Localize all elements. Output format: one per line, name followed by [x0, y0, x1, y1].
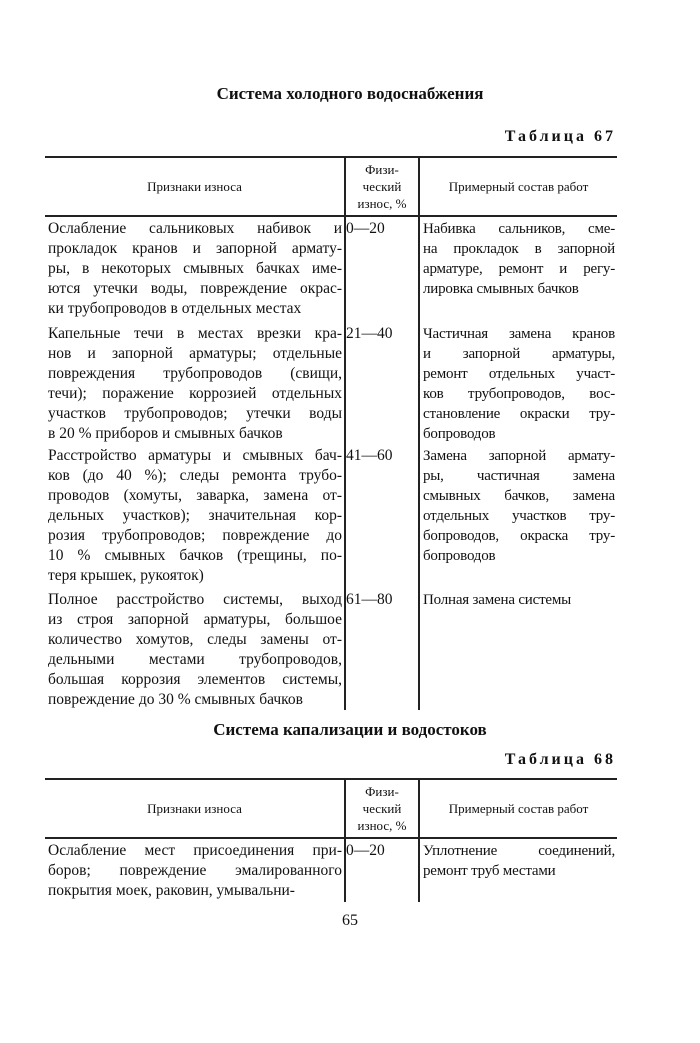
text-line: дельных участков); значительная кор- [48, 507, 342, 524]
text-line: в 20 % приборов и смывных бачков [48, 425, 283, 442]
works-cell [423, 324, 615, 444]
wear-percent-cell [346, 841, 418, 861]
text-line: повреждения трубопроводов (свищи, [48, 365, 342, 382]
text-line: становление окраски тру- [423, 406, 615, 422]
text-line: Ослабление мест присоединения при- [48, 842, 342, 859]
wear-percent-cell [346, 324, 418, 344]
text-line: ков (до 40 %); следы ремонта трубо- [48, 467, 342, 484]
header-signs: Признаки износа [147, 178, 242, 194]
wear-percent-cell [346, 219, 418, 239]
wear-signs-cell [48, 590, 342, 710]
text-line: 0—20 [346, 842, 385, 859]
text-line: 61—80 [346, 591, 393, 608]
text-line: ремонт отдельных участ- [423, 366, 615, 382]
text-line: Расстройство арматуры и смывных бач- [48, 447, 342, 464]
text-line: 41—60 [346, 447, 393, 464]
page-number: 65 [342, 912, 358, 929]
text-line: из строя запорной арматуры, большое [48, 611, 342, 628]
table-label-68: Таблица 68 [504, 751, 616, 768]
text-line: 0—20 [346, 220, 385, 237]
text-line: покрытия моек, раковин, умывальни- [48, 882, 295, 899]
text-line: на прокладок в запорной [423, 241, 615, 257]
wear-signs-cell [48, 324, 342, 444]
works-cell [423, 219, 615, 299]
text-line: Частичная замена кранов [423, 326, 615, 342]
text-line: участков трубопроводов; утечки воды [48, 405, 342, 422]
text-line: бопроводов, окраска тру- [423, 528, 615, 544]
text-line: Набивка сальников, сме- [423, 221, 615, 237]
wear-signs-cell [48, 841, 342, 901]
text-line: 10 % смывных бачков (трещины, по- [48, 547, 342, 564]
text-line: ются утечки воды, повреждение окрас- [48, 280, 342, 297]
works-cell [423, 841, 615, 881]
text-line: лировка смывных бачков [423, 281, 579, 297]
text-line: розия трубопроводов; повреждение до [48, 527, 342, 544]
text-line: ки трубопроводов в отдельных местах [48, 300, 302, 317]
header-bottom-rule [45, 215, 617, 217]
section-title-cold-water: Система холодного водоснабжения [216, 84, 484, 103]
text-line: повреждение до 30 % смывных бачков [48, 691, 303, 708]
text-line: отдельных участков тру- [423, 508, 615, 524]
header-works: Примерный состав работ [448, 178, 589, 194]
header-wear: Физи- ческий износ, % [357, 783, 407, 833]
text-line: Замена запорной армату- [423, 448, 615, 464]
header-works: Примерный состав работ [448, 800, 589, 816]
text-line: бопроводов [423, 426, 496, 442]
wear-percent-cell [346, 446, 418, 466]
text-line: и запорной арматуры, [423, 346, 615, 362]
text-line: 21—40 [346, 325, 393, 342]
header-signs: Признаки износа [147, 800, 242, 816]
text-line: смывных бачков, замена [423, 488, 615, 504]
wear-signs-cell [48, 446, 342, 586]
wear-signs-cell [48, 219, 342, 319]
text-line: ры, в некоторых смывных бачках име- [48, 260, 342, 277]
header-bottom-rule [45, 837, 617, 839]
text-line: Капельные течи в местах врезки кра- [48, 325, 342, 342]
text-line: нов и запорной арматуры; отдельные [48, 345, 342, 362]
text-line: боров; повреждение эмалированного [48, 862, 342, 879]
works-cell [423, 446, 615, 566]
text-line: ремонт труб местами [423, 863, 556, 879]
table-label-67: Таблица 67 [504, 128, 616, 145]
text-line: прокладок кранов и запорной армату- [48, 240, 342, 257]
text-line: течи); поражение коррозией отдельных [48, 385, 342, 402]
header-wear: Физи- ческий износ, % [357, 161, 407, 211]
wear-percent-cell [346, 590, 418, 610]
text-line: количество хомутов, следы замены от- [48, 631, 342, 648]
text-line: Уплотнение соединений, [423, 843, 615, 859]
section-title-sewerage: Система капализации и водостоков [213, 720, 487, 739]
text-line: Ослабление сальниковых набивок и [48, 220, 342, 237]
text-line: Полное расстройство системы, выход [48, 591, 342, 608]
text-line: ков трубопроводов, вос- [423, 386, 615, 402]
column-divider [344, 158, 346, 710]
text-line: большая коррозия элементов системы, [48, 671, 342, 688]
text-line: ры, частичная замена [423, 468, 615, 484]
text-line: дельными местами трубопроводов, [48, 651, 342, 668]
works-cell [423, 590, 615, 610]
text-line: проводов (хомуты, заварка, замена от- [48, 487, 342, 504]
text-line: арматуре, ремонт и регу- [423, 261, 615, 277]
column-divider [418, 158, 420, 710]
text-line: бопроводов [423, 548, 496, 564]
text-line: Полная замена системы [423, 592, 572, 608]
text-line: теря крышек, рукояток) [48, 567, 204, 584]
